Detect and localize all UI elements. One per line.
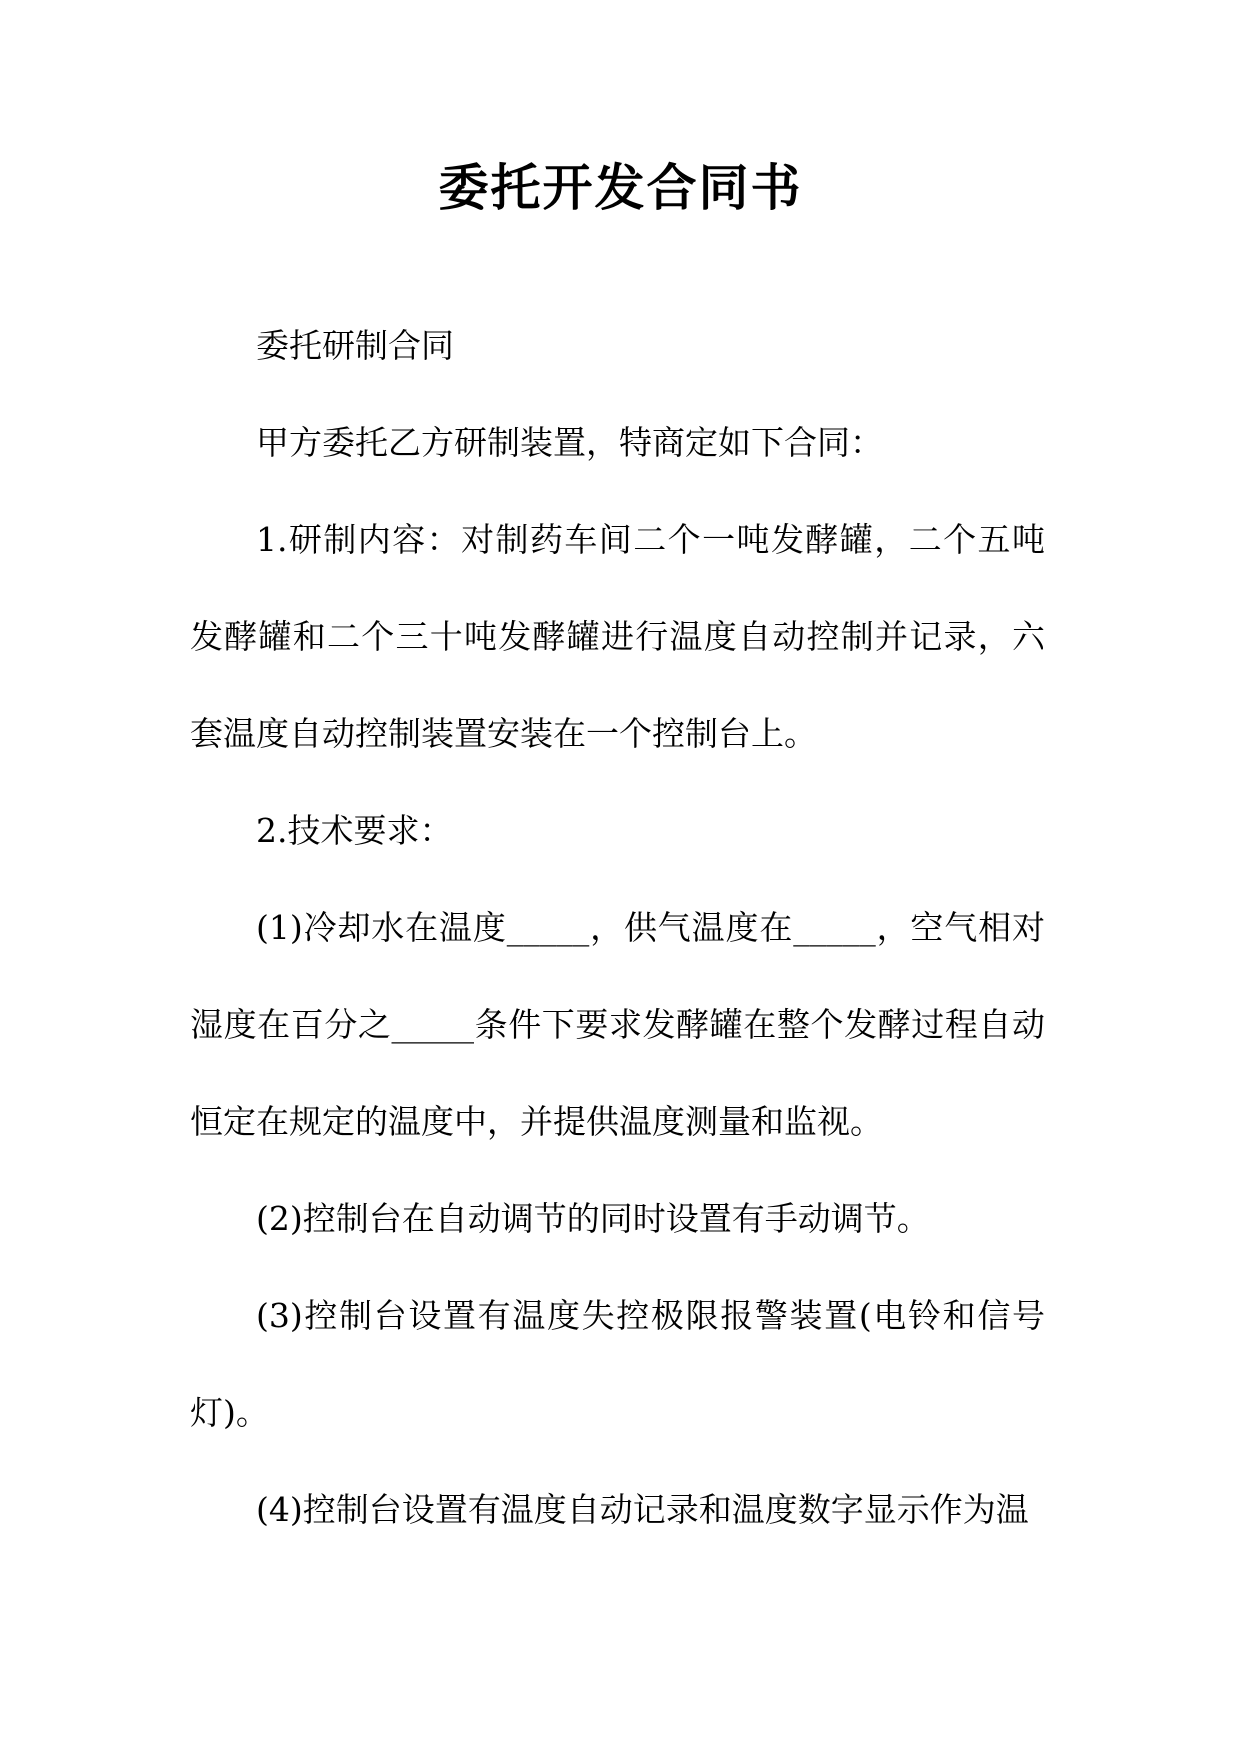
- paragraph-intro: 甲方委托乙方研制装置，特商定如下合同：: [256, 423, 883, 462]
- paragraph-requirement-3: (3)控制台设置有温度失控极限报警装置(电铃和信号灯)。: [190, 1296, 1045, 1432]
- paragraph-requirement-4: (4)控制台设置有温度自动记录和温度数字显示作为温: [256, 1490, 1029, 1529]
- paragraph-technical-requirements: 2.技术要求：: [256, 811, 453, 850]
- paragraph-research-content: 1.研制内容：对制药车间二个一吨发酵罐，二个五吨发酵罐和二个三十吨发酵罐进行温度自动控制并记录，六套温度自动控制装置安装在一个控制台上。: [190, 520, 1045, 753]
- document-title: 委托开发合同书: [438, 158, 803, 217]
- paragraph-contract-name: 委托研制合同: [256, 326, 454, 365]
- paragraph-requirement-1: (1)冷却水在温度_____，供气温度在_____，空气相对湿度在百分之_____条件下要求发酵罐在整个发酵过程自动恒定在规定的温度中，并提供温度测量和监视。: [190, 908, 1045, 1141]
- document-body: [190, 297, 1045, 1558]
- paragraph-requirement-2: (2)控制台在自动调节的同时设置有手动调节。: [256, 1199, 930, 1238]
